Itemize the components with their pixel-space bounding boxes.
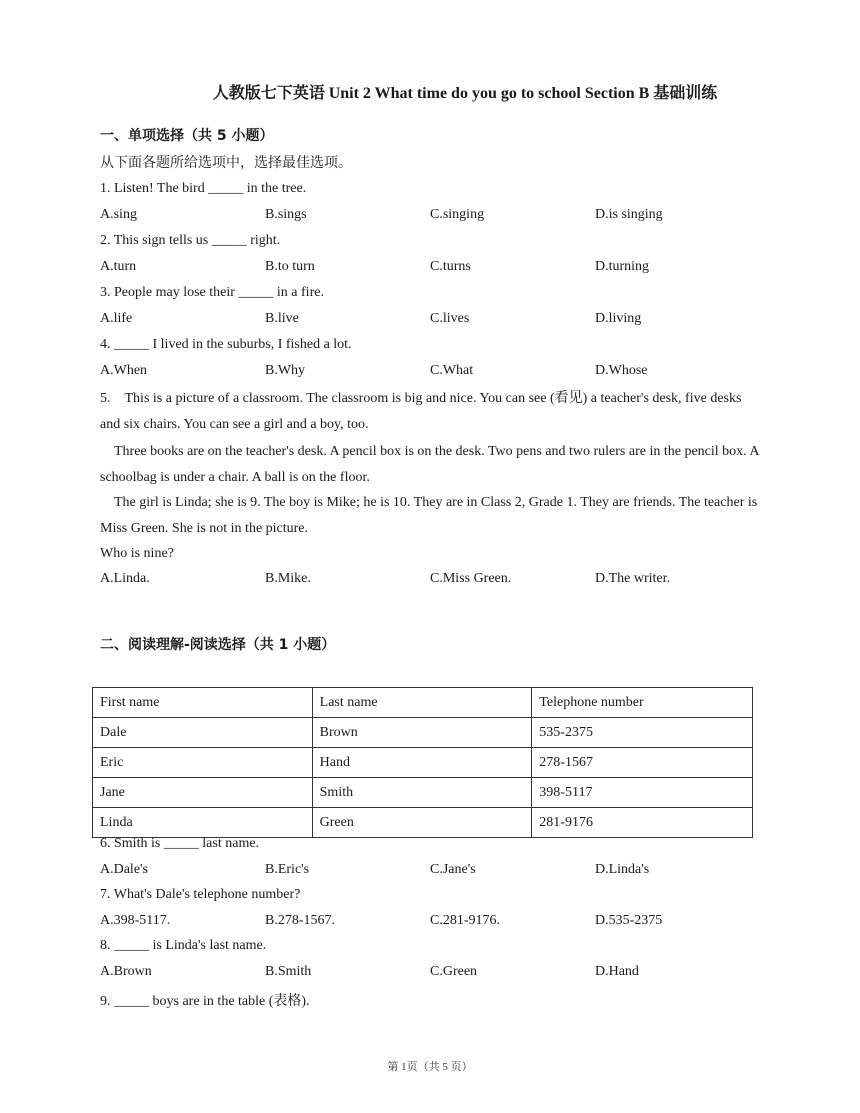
question-4-options [100, 363, 800, 383]
option-d[interactable]: D.Whose [595, 363, 648, 378]
option-a[interactable]: A.sing [100, 207, 137, 222]
question-9-stem: 9. _____ boys are in the table (表格). [100, 994, 310, 1009]
option-c[interactable]: C.lives [430, 311, 470, 326]
table-cell: Hand [312, 748, 532, 778]
option-b[interactable]: B.Eric's [265, 862, 310, 877]
question-3-options [100, 311, 800, 331]
option-b[interactable]: B.Smith [265, 964, 312, 979]
option-b[interactable]: B.Mike. [265, 571, 311, 586]
table-cell: 278-1567 [532, 748, 753, 778]
option-a[interactable]: A.turn [100, 259, 137, 274]
option-a[interactable]: A.Linda. [100, 571, 150, 586]
question-4-stem: 4. _____ I lived in the suburbs, I fished a lot. [100, 337, 352, 352]
question-8-stem: 8. _____ is Linda's last name. [100, 938, 267, 953]
question-7-options [100, 913, 800, 933]
question-5-passage-2: Three books are on the teacher's desk. A pencil box is on the desk. Two pens and two rulers are in the pencil box. A schoolbag is under a chair. A ball is on the floor. [100, 444, 759, 485]
question-8-options [100, 964, 800, 984]
table-header: Telephone number [532, 688, 753, 718]
option-b[interactable]: B.sings [265, 207, 307, 222]
table-cell: Dale [93, 718, 313, 748]
question-2-options [100, 259, 800, 279]
option-c[interactable]: C.Jane's [430, 862, 476, 877]
question-2-stem: 2. This sign tells us _____ right. [100, 233, 281, 248]
table-row [93, 778, 753, 808]
question-1-options [100, 207, 800, 227]
option-c[interactable]: C.Green [430, 964, 478, 979]
table-row [93, 718, 753, 748]
question-7-stem: 7. What's Dale's telephone number? [100, 887, 301, 902]
table-cell: 398-5117 [532, 778, 753, 808]
option-c[interactable]: C.Miss Green. [430, 571, 512, 586]
option-d[interactable]: D.is singing [595, 207, 663, 222]
option-b[interactable]: B.Why [265, 363, 306, 378]
telephone-table [92, 687, 753, 838]
table-header: First name [93, 688, 313, 718]
option-a[interactable]: A.When [100, 363, 148, 378]
table-cell: Green [312, 808, 532, 838]
question-3-stem: 3. People may lose their _____ in a fire. [100, 285, 324, 300]
option-b[interactable]: B.live [265, 311, 299, 326]
question-6-stem: 6. Smith is _____ last name. [100, 836, 260, 851]
option-a[interactable]: A.life [100, 311, 133, 326]
option-c[interactable]: C.singing [430, 207, 485, 222]
table-cell: 535-2375 [532, 718, 753, 748]
question-5-passage-3: The girl is Linda; she is 9. The boy is Mike; he is 10. They are in Class 2, Grade 1. They are friends. The teacher is Miss Green. She is not in the picture. [100, 495, 758, 536]
option-a[interactable]: A.398-5117. [100, 913, 171, 928]
option-a[interactable]: A.Dale's [100, 862, 149, 877]
question-5-passage-1: 5. This is a picture of a classroom. The classroom is big and nice. You can see (看见) a teacher's desk, five desks and six chairs. You can see a girl and a boy, too. [100, 391, 742, 432]
section-1-instruction: 从下面各题所给选项中，选择最佳选项。 [100, 156, 352, 171]
option-b[interactable]: B.to turn [265, 259, 315, 274]
option-c[interactable]: C.What [430, 363, 474, 378]
table-header-row [93, 688, 753, 718]
option-d[interactable]: D.535-2375 [595, 913, 663, 928]
option-b[interactable]: B.278-1567. [265, 913, 335, 928]
question-1-stem: 1. Listen! The bird _____ in the tree. [100, 181, 307, 196]
option-d[interactable]: D.Linda's [595, 862, 650, 877]
table-cell: Eric [93, 748, 313, 778]
option-d[interactable]: D.living [595, 311, 642, 326]
table-header: Last name [312, 688, 532, 718]
question-5-options [100, 571, 800, 591]
option-a[interactable]: A.Brown [100, 964, 152, 979]
table-row [93, 748, 753, 778]
page-title: 人教版七下英语 Unit 2 What time do you go to school Section B 基础训练 [212, 85, 718, 102]
table-cell: Smith [312, 778, 532, 808]
option-c[interactable]: C.281-9176. [430, 913, 500, 928]
table-cell: Brown [312, 718, 532, 748]
option-d[interactable]: D.turning [595, 259, 650, 274]
table-cell: 281-9176 [532, 808, 753, 838]
section-2-heading: 二、阅读理解-阅读选择（共 1 小题） [100, 637, 336, 653]
option-d[interactable]: D.The writer. [595, 571, 671, 586]
option-c[interactable]: C.turns [430, 259, 471, 274]
table-cell: Jane [93, 778, 313, 808]
table-row [93, 808, 753, 838]
section-1-heading: 一、单项选择（共 5 小题） [100, 128, 274, 144]
page-footer: 第 1页（共 5 页） [387, 1061, 473, 1073]
table-cell: Linda [93, 808, 313, 838]
question-6-options [100, 862, 800, 882]
question-5-stem: Who is nine? [100, 546, 174, 561]
option-d[interactable]: D.Hand [595, 964, 639, 979]
